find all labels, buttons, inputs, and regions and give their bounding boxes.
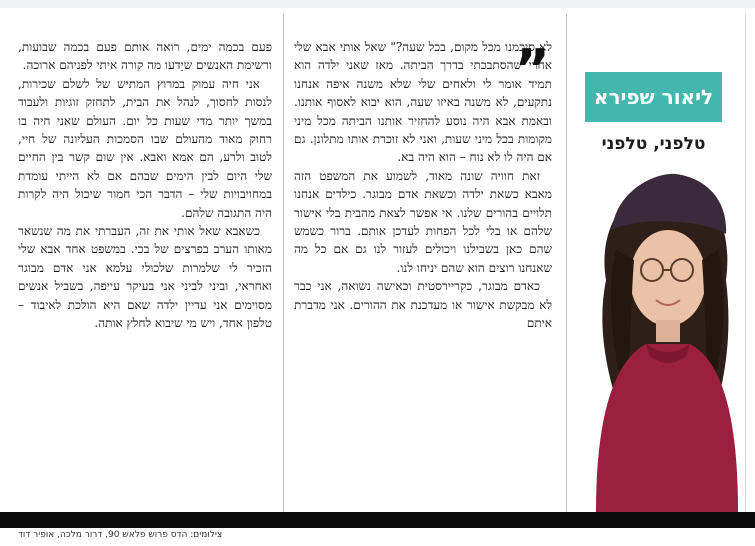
paragraph: כאדם מבוגר, כקריירסטית וכאישה נשואה, אני כבר לא מבקשת אישור או מעדכנת את ההורים. אני מדברת איתם: [294, 279, 552, 331]
paragraph: זאת חוויה שונה מאוד, לשמוע את המשפט הזה מאבא כשאת ילדה וכשאת אדם מבוגר. כילדים אנחנו תלויים בהורים שלנו. אי אפשר לצאת מהבית בלי אישור שלהם או בלי לכל הפחות לעדכן אותם. ברור כשמש שהם כאן בשבילנו ויכולים לעזור לנו גם אם כל מה שאנחנו רוצים הוא שהם יניחו לנו.: [294, 168, 552, 275]
footer-bar: [0, 512, 755, 528]
author-portrait: [576, 160, 744, 512]
article-column-right: [294, 38, 552, 333]
author-name-box: [585, 72, 722, 122]
author-role: טלפני, טלפני: [601, 134, 706, 154]
top-strip: [0, 0, 755, 8]
column-divider: [283, 14, 284, 512]
paragraph: כשאבא שאל אותי את זה, העברתי את מה שנשאר מאותו הערב בפרצים של בכי. במשפט אחד אבא שלי הזכיר לי שלמרות שלכולי עלמא אני אדם מבוגר ואחראי, וביני לביני אני בעיקר עייפה, בשביל אנשים מסוימים אני עדיין ילדה שאם היא הולכת לאיבוד – טלפון אחד, ויש מי שיבוא לחלץ אותה.: [18, 224, 272, 331]
column-divider: [745, 14, 746, 512]
author-name: ליאור שפירא: [593, 85, 714, 109]
column-divider: [566, 14, 567, 512]
paragraph: לא סיכמנו מכל מקום, בכל שעה?" שאל אותי אבא שלי אחרי שהסתבכתי בדרך הביתה. מאז שאני ילדה הוא תמיד אומר לי ולאחים שלי שלא משנה איפה אנחנו נתקעים, לא משנה באיזו שעה, הוא יבוא לאסוף אותנו. ובאמת אבא היה נוסע להחזיר אותנו הביתה מכל מיני מקומות בכל מיני שעות, ואני לא זוכרת אותו מתלונן. גם אם היה לו לא נוח – הוא היה בא.: [294, 40, 552, 165]
quote-mark-icon: ”: [514, 38, 550, 101]
photo-credit: צילומים: הדס פרוש פלאש 90, דרור מלכה, אופיר דוד: [18, 530, 223, 540]
paragraph: אני חיה עמוק במרוץ המתיש של לשלם שכירות, לנסות לחסוך, לנהל את הבית, לתחזק זוגיות ולעבוד במשך יותר מדי שעות כל יום. העולם שאני חיה בו רחוק מאוד מהעולם שבו הסמכות העליונה של חיי, לטוב ולרע, הם אמא ואבא. אין שום קשר בין החיים שלי היום לבין הימים שבהם אם לא הייתי עומדת במחויבויות שלי – הדבר הכי חמור שיכול היה לקרות היה התגובה שלהם.: [18, 76, 272, 220]
paragraph: פעם בכמה ימים, רואה אותם פעם בכמה שבועות, ורשימת האנשים שיֵדעו מה קורה איתי לפניהם ארוכה.: [18, 40, 272, 73]
article-column-left: [18, 38, 272, 333]
